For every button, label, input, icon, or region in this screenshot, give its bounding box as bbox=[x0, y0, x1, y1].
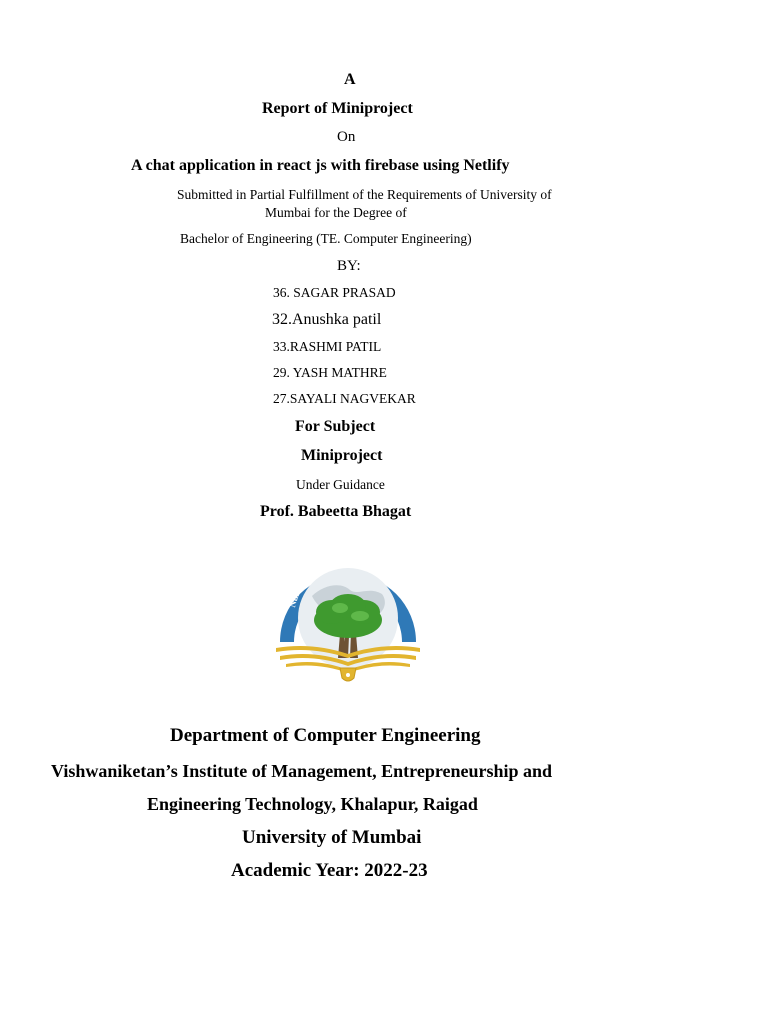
student-2: 32.Anushka patil bbox=[272, 311, 382, 328]
by-label: BY: bbox=[337, 258, 361, 274]
college-logo bbox=[272, 546, 424, 684]
institute-line-1: Vishwaniketan’s Institute of Management, Entrepreneurship and bbox=[51, 761, 553, 781]
student-5: 27.SAYALI NAGVEKAR bbox=[273, 391, 416, 406]
degree-text: Bachelor of Engineering (TE. Computer Engineering) bbox=[180, 231, 472, 246]
student-4: 29. YASH MATHRE bbox=[273, 365, 387, 380]
under-guidance-label: Under Guidance bbox=[296, 477, 385, 492]
guide-name: Prof. Babeetta Bhagat bbox=[260, 503, 412, 520]
for-subject-label: For Subject bbox=[295, 418, 376, 435]
on-text: On bbox=[337, 129, 356, 145]
heading-a: A bbox=[344, 71, 356, 88]
submission-line-1: Submitted in Partial Fulfillment of the Requirements of University of bbox=[177, 187, 552, 202]
university-name: University of Mumbai bbox=[242, 827, 422, 848]
student-1: 36. SAGAR PRASAD bbox=[273, 285, 396, 300]
academic-year: Academic Year: 2022-23 bbox=[231, 860, 428, 881]
student-3: 33.RASHMI PATIL bbox=[273, 339, 382, 354]
project-title: A chat application in react js with firebase using Netlify bbox=[131, 157, 510, 174]
submission-line-2: Mumbai for the Degree of bbox=[265, 205, 407, 220]
subject-name: Miniproject bbox=[301, 447, 383, 464]
logo-motto: Nurture · Inspire · Transform bbox=[287, 555, 390, 609]
department-name: Department of Computer Engineering bbox=[170, 725, 481, 746]
report-title: Report of Miniproject bbox=[262, 100, 413, 117]
institute-line-2: Engineering Technology, Khalapur, Raigad bbox=[147, 794, 478, 814]
